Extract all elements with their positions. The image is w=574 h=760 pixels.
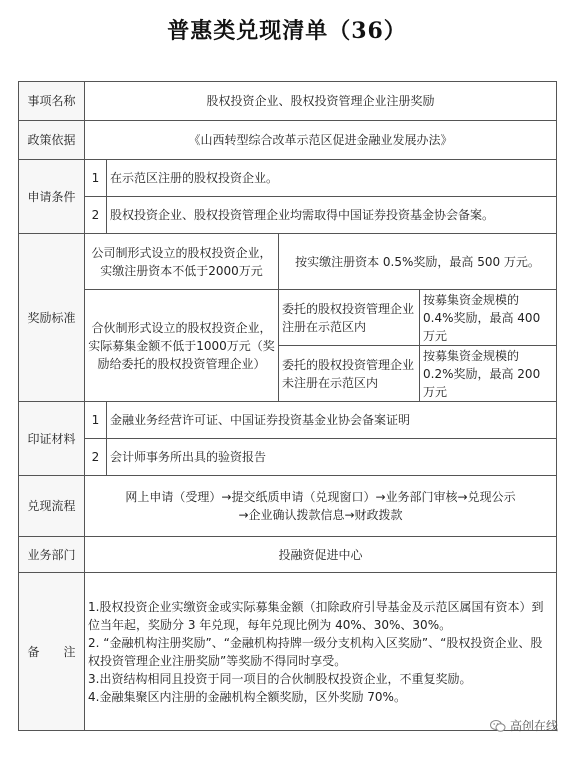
reward-out-zone-text: 按募集资金规模的 0.2%奖励，最高 200 万元 — [420, 346, 557, 402]
department-label: 业务部门 — [19, 537, 85, 573]
row-department — [19, 537, 557, 573]
watermark — [490, 717, 558, 734]
process-text — [85, 476, 557, 537]
row-reward-company — [19, 234, 557, 290]
condition-1-number: 1 — [85, 160, 107, 197]
item-name-label: 事项名称 — [19, 82, 85, 121]
condition-2-number: 2 — [85, 197, 107, 234]
condition-2-text: 股权投资企业、股权投资管理企业均需取得中国证券投资基金协会备案。 — [107, 197, 557, 234]
remark-2: 2. “金融机构注册奖励”、“金融机构持牌一级分支机构入区奖励”、“股权投资企业、股权投资管理企业注册奖励”等奖励不得同时享受。 — [88, 635, 543, 668]
remark-1: 1.股权投资企业实缴资金或实际募集金额（扣除政府引导基金及示范区属国有资本）到位当年起，奖励分 3 年兑现，每年兑现比例为 40%、30%、30%。 — [88, 599, 544, 632]
reward-standard-label: 奖励标准 — [19, 234, 85, 402]
item-name-value: 股权投资企业、股权投资管理企业注册奖励 — [85, 82, 557, 121]
company-reward-text: 按实缴注册资本 0.5%奖励，最高 500 万元。 — [279, 234, 557, 290]
partnership-type-text: 合伙制形式设立的股权投资企业，实际募集金额不低于1000万元（奖励给委托的股权投资管理企业） — [85, 290, 279, 402]
manager-out-zone-text: 委托的股权投资管理企业未注册在示范区内 — [279, 346, 420, 402]
row-material-1 — [19, 402, 557, 439]
row-process — [19, 476, 557, 537]
row-condition-2 — [19, 197, 557, 234]
row-item-name — [19, 82, 557, 121]
process-label: 兑现流程 — [19, 476, 85, 537]
policy-basis-label: 政策依据 — [19, 121, 85, 160]
conditions-label: 申请条件 — [19, 160, 85, 234]
row-policy-basis — [19, 121, 557, 160]
company-type-text: 公司制形式设立的股权投资企业，实缴注册资本不低于2000万元 — [85, 234, 279, 290]
material-2-number: 2 — [85, 439, 107, 476]
policy-basis-value: 《山西转型综合改革示范区促进金融业发展办法》 — [85, 121, 557, 160]
materials-label: 印证材料 — [19, 402, 85, 476]
watermark-text: 高创在线 — [509, 719, 558, 733]
policy-table — [18, 81, 557, 731]
remarks-text — [85, 573, 557, 731]
remarks-label: 备 注 — [19, 573, 85, 731]
material-1-text: 金融业务经营许可证、中国证券投资基金业协会备案证明 — [107, 402, 557, 439]
row-remarks — [19, 573, 557, 731]
row-condition-1 — [19, 160, 557, 197]
process-line-1: 网上申请（受理）→提交纸质申请（兑现窗口）→业务部门审核→兑现公示 — [125, 490, 516, 504]
department-value: 投融资促进中心 — [85, 537, 557, 573]
manager-in-zone-text: 委托的股权投资管理企业注册在示范区内 — [279, 290, 420, 346]
page-title: 普惠类兑现清单（36） — [167, 18, 407, 44]
wechat-icon — [490, 719, 506, 733]
process-line-2: →企业确认拨款信息→财政拨款 — [238, 508, 403, 522]
material-2-text: 会计师事务所出具的验资报告 — [107, 439, 557, 476]
remark-4: 4.金融集聚区内注册的金融机构全额奖励，区外奖励 70%。 — [88, 689, 406, 704]
row-material-2 — [19, 439, 557, 476]
remark-3: 3.出资结构相同且投资于同一项目的合伙制股权投资企业，不重复奖励。 — [88, 671, 472, 686]
row-reward-partnership-in — [19, 290, 557, 346]
reward-in-zone-text: 按募集资金规模的 0.4%奖励，最高 400 万元 — [420, 290, 557, 346]
material-1-number: 1 — [85, 402, 107, 439]
condition-1-text: 在示范区注册的股权投资企业。 — [107, 160, 557, 197]
